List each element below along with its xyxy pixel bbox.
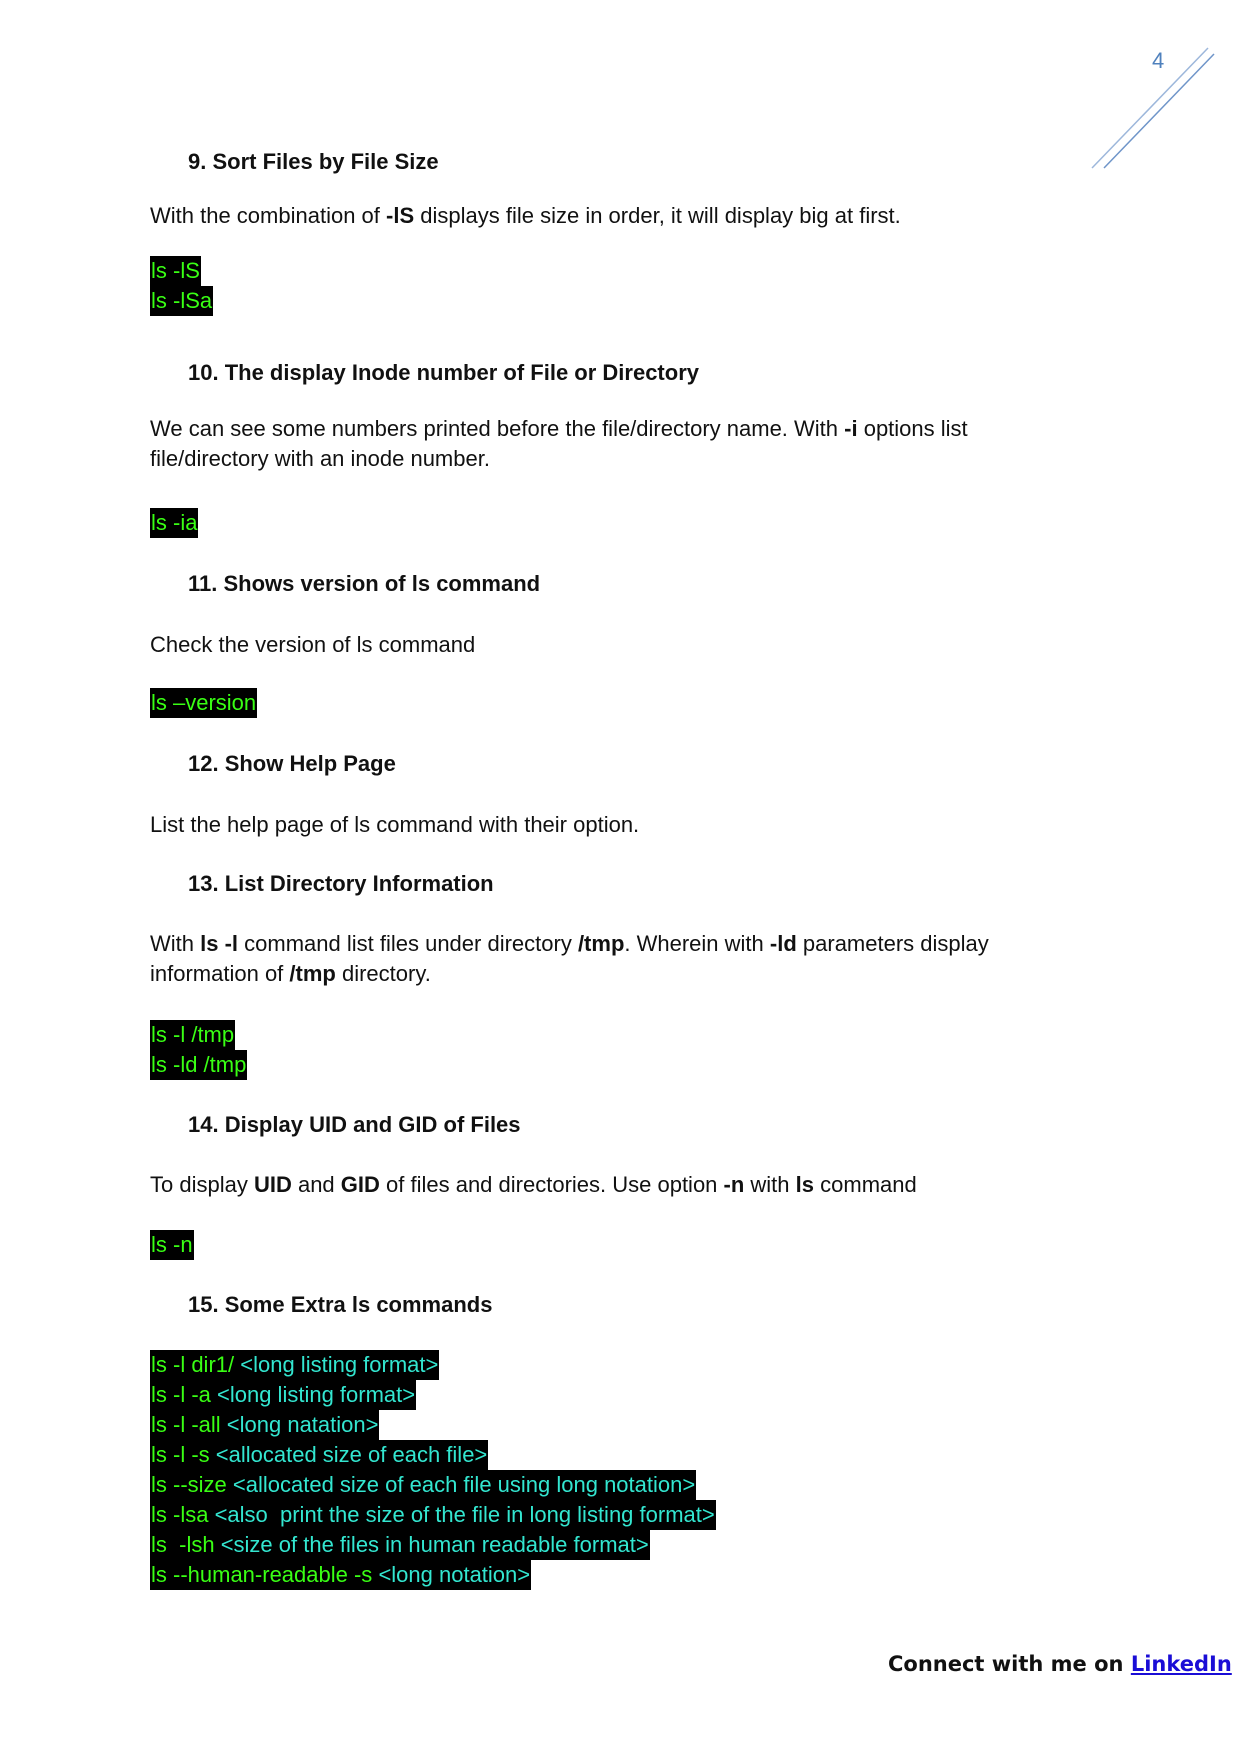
extra-command: ls -lsa <also print the size of the file in long listing format> (150, 1500, 716, 1530)
section-paragraph: Check the version of ls command (150, 632, 476, 657)
extra-command: ls --size <allocated size of each file using long notation> (150, 1470, 696, 1500)
code-snippet: ls -n (150, 1230, 194, 1260)
section-paragraph: With the combination of -lS displays file size in order, it will display big at first. (150, 203, 901, 228)
extra-command: ls --human-readable -s <long notation> (150, 1560, 531, 1590)
extra-command: ls -l -all <long natation> (150, 1410, 379, 1440)
code-snippet: ls -l /tmp (150, 1020, 235, 1050)
page-number: 4 (1152, 48, 1165, 73)
footer-text: Connect with me on (888, 1652, 1131, 1676)
extra-command: ls -l -s <allocated size of each file> (150, 1440, 488, 1470)
section-heading: 10. The display Inode number of File or Directory (188, 360, 699, 385)
section-paragraph: List the help page of ls command with their option. (150, 812, 640, 837)
code-snippet: ls -lS (150, 256, 201, 286)
code-snippet: ls –version (150, 688, 257, 718)
section-paragraph: With ls -l command list files under directory /tmp. Wherein with -ld parameters display information of /tmp directory. (150, 931, 989, 986)
section-heading: 9. Sort Files by File Size (188, 149, 439, 174)
section-heading: 11. Shows version of ls command (188, 571, 541, 596)
section-heading: 14. Display UID and GID of Files (188, 1112, 521, 1137)
section-heading: 15. Some Extra ls commands (188, 1292, 493, 1317)
footer-connect (888, 1652, 1232, 1676)
extra-command: ls -l dir1/ <long listing format> (150, 1350, 439, 1380)
section-heading: 13. List Directory Information (188, 871, 494, 896)
code-snippet: ls -ia (150, 508, 198, 538)
code-snippet: ls -ld /tmp (150, 1050, 247, 1080)
linkedin-link[interactable]: LinkedIn (1130, 1652, 1232, 1676)
extra-command: ls -lsh <size of the files in human readable format> (150, 1530, 650, 1560)
code-snippet: ls -lSa (150, 286, 213, 316)
section-paragraph: We can see some numbers printed before the file/directory name. With -i options list file/directory with an inode number. (150, 416, 968, 471)
corner-decoration (1090, 40, 1220, 180)
section-heading: 12. Show Help Page (188, 751, 396, 776)
extra-command: ls -l -a <long listing format> (150, 1380, 416, 1410)
section-paragraph: To display UID and GID of files and directories. Use option -n with ls command (150, 1172, 917, 1197)
